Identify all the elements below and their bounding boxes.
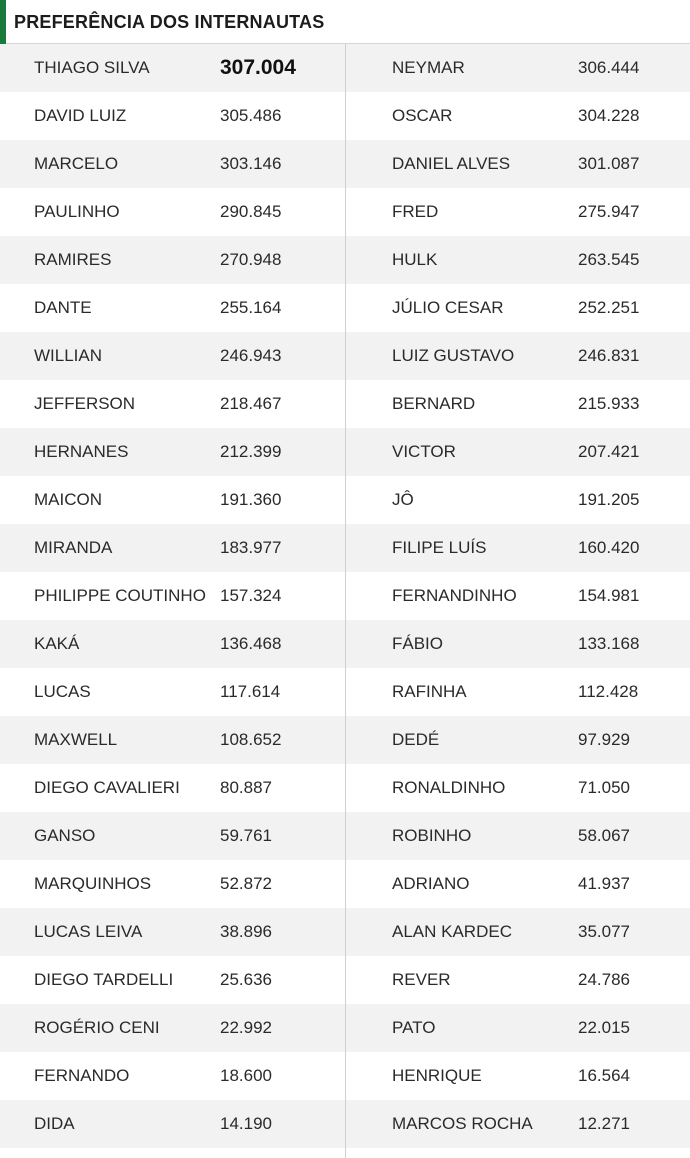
- left-player-votes: 14.190: [220, 1114, 272, 1133]
- accent-bar: [0, 0, 6, 44]
- left-player-votes: 52.872: [220, 874, 272, 893]
- right-player-name: RAFINHA: [392, 682, 467, 701]
- right-player-votes: 41.937: [578, 874, 630, 893]
- left-player-votes: 157.324: [220, 586, 282, 605]
- right-player-votes: 306.444: [578, 58, 640, 77]
- right-player-votes: 252.251: [578, 298, 640, 317]
- right-player-name: JÚLIO CESAR: [392, 298, 504, 317]
- left-player-votes: 22.992: [220, 1018, 272, 1037]
- left-player-votes: 307.004: [220, 56, 296, 79]
- right-player-name: RONALDINHO: [392, 778, 506, 797]
- left-player-votes: 305.486: [220, 106, 282, 125]
- left-player-name: WILLIAN: [34, 346, 103, 365]
- left-player-votes: 303.146: [220, 154, 282, 173]
- left-player-name: DANTE: [34, 298, 92, 317]
- right-player-votes: 24.786: [578, 970, 630, 989]
- right-player-votes: 97.929: [578, 730, 630, 749]
- left-player-name: HERNANES: [34, 442, 129, 461]
- left-player-votes: 290.845: [220, 202, 282, 221]
- right-player-name: FRED: [392, 202, 439, 221]
- right-player-name: VICTOR: [392, 442, 456, 461]
- left-player-votes: 18.600: [220, 1066, 272, 1085]
- left-player-name: MARCELO: [34, 154, 119, 173]
- left-player-votes: 80.887: [220, 778, 272, 797]
- left-player-name: THIAGO SILVA: [34, 58, 150, 77]
- right-player-name: JÔ: [392, 490, 414, 509]
- right-player-name: FERNANDINHO: [392, 586, 517, 605]
- right-player-name: FILIPE LUÍS: [392, 538, 487, 557]
- left-player-votes: 108.652: [220, 730, 282, 749]
- right-player-votes: 133.168: [578, 634, 640, 653]
- left-player-votes: 25.636: [220, 970, 272, 989]
- left-player-name: DIEGO TARDELLI: [34, 970, 174, 989]
- right-player-name: DEDÉ: [392, 730, 440, 749]
- right-player-votes: 301.087: [578, 154, 640, 173]
- right-player-name: PATO: [392, 1018, 436, 1037]
- left-player-name: LUCAS: [34, 682, 91, 701]
- left-player-name: DIEGO CAVALIERI: [34, 778, 180, 797]
- left-player-name: GANSO: [34, 826, 96, 845]
- right-player-votes: 22.015: [578, 1018, 630, 1037]
- left-player-name: ROGÉRIO CENI: [34, 1018, 160, 1037]
- page-title: PREFERÊNCIA DOS INTERNAUTAS: [14, 12, 325, 32]
- right-player-name: ROBINHO: [392, 826, 472, 845]
- left-player-name: PAULINHO: [34, 202, 120, 221]
- right-player-name: ALAN KARDEC: [392, 922, 512, 941]
- right-player-votes: 215.933: [578, 394, 640, 413]
- right-player-votes: 112.428: [578, 682, 639, 701]
- left-player-name: RAMIRES: [34, 250, 112, 269]
- right-player-name: FÁBIO: [392, 634, 444, 653]
- left-player-name: DIDA: [34, 1114, 75, 1133]
- right-player-name: BERNARD: [392, 394, 476, 413]
- left-player-name: FERNANDO: [34, 1066, 130, 1085]
- left-player-votes: 212.399: [220, 442, 282, 461]
- left-player-name: PHILIPPE COUTINHO: [34, 586, 206, 605]
- left-player-name: MAICON: [34, 490, 102, 509]
- left-player-votes: 59.761: [220, 826, 272, 845]
- left-player-name: MIRANDA: [34, 538, 113, 557]
- right-player-votes: 16.564: [578, 1066, 630, 1085]
- left-player-votes: 270.948: [220, 250, 282, 269]
- left-player-votes: 246.943: [220, 346, 282, 365]
- right-player-name: OSCAR: [392, 106, 453, 125]
- header: [0, 0, 690, 44]
- right-player-name: ADRIANO: [392, 874, 470, 893]
- right-player-name: NEYMAR: [392, 58, 465, 77]
- left-player-name: DAVID LUIZ: [34, 106, 127, 125]
- right-player-name: REVER: [392, 970, 451, 989]
- right-player-name: HENRIQUE: [392, 1066, 482, 1085]
- right-player-votes: 246.831: [578, 346, 640, 365]
- right-player-name: LUIZ GUSTAVO: [392, 346, 515, 365]
- left-player-votes: 183.977: [220, 538, 282, 557]
- left-player-votes: 218.467: [220, 394, 282, 413]
- left-player-votes: 38.896: [220, 922, 272, 941]
- right-player-votes: 58.067: [578, 826, 630, 845]
- left-player-name: LUCAS LEIVA: [34, 922, 143, 941]
- left-player-votes: 191.360: [220, 490, 282, 509]
- right-player-votes: 275.947: [578, 202, 640, 221]
- left-player-votes: 117.614: [220, 682, 281, 701]
- left-player-name: JEFFERSON: [34, 394, 136, 413]
- right-player-votes: 304.228: [578, 106, 640, 125]
- right-player-name: MARCOS ROCHA: [392, 1114, 533, 1133]
- left-player-name: MARQUINHOS: [34, 874, 152, 893]
- column-divider: [345, 44, 346, 1158]
- left-player-name: KAKÁ: [34, 634, 80, 653]
- right-player-name: HULK: [392, 250, 438, 269]
- left-player-votes: 136.468: [220, 634, 282, 653]
- right-player-votes: 207.421: [578, 442, 640, 461]
- right-player-votes: 160.420: [578, 538, 640, 557]
- right-player-votes: 154.981: [578, 586, 640, 605]
- right-player-votes: 191.205: [578, 490, 640, 509]
- right-player-votes: 12.271: [578, 1114, 630, 1133]
- right-player-name: DANIEL ALVES: [392, 154, 511, 173]
- left-player-name: MAXWELL: [34, 730, 118, 749]
- right-player-votes: 71.050: [578, 778, 630, 797]
- right-player-votes: 263.545: [578, 250, 640, 269]
- left-player-votes: 255.164: [220, 298, 282, 317]
- right-player-votes: 35.077: [578, 922, 630, 941]
- ranking-table: [0, 44, 690, 1148]
